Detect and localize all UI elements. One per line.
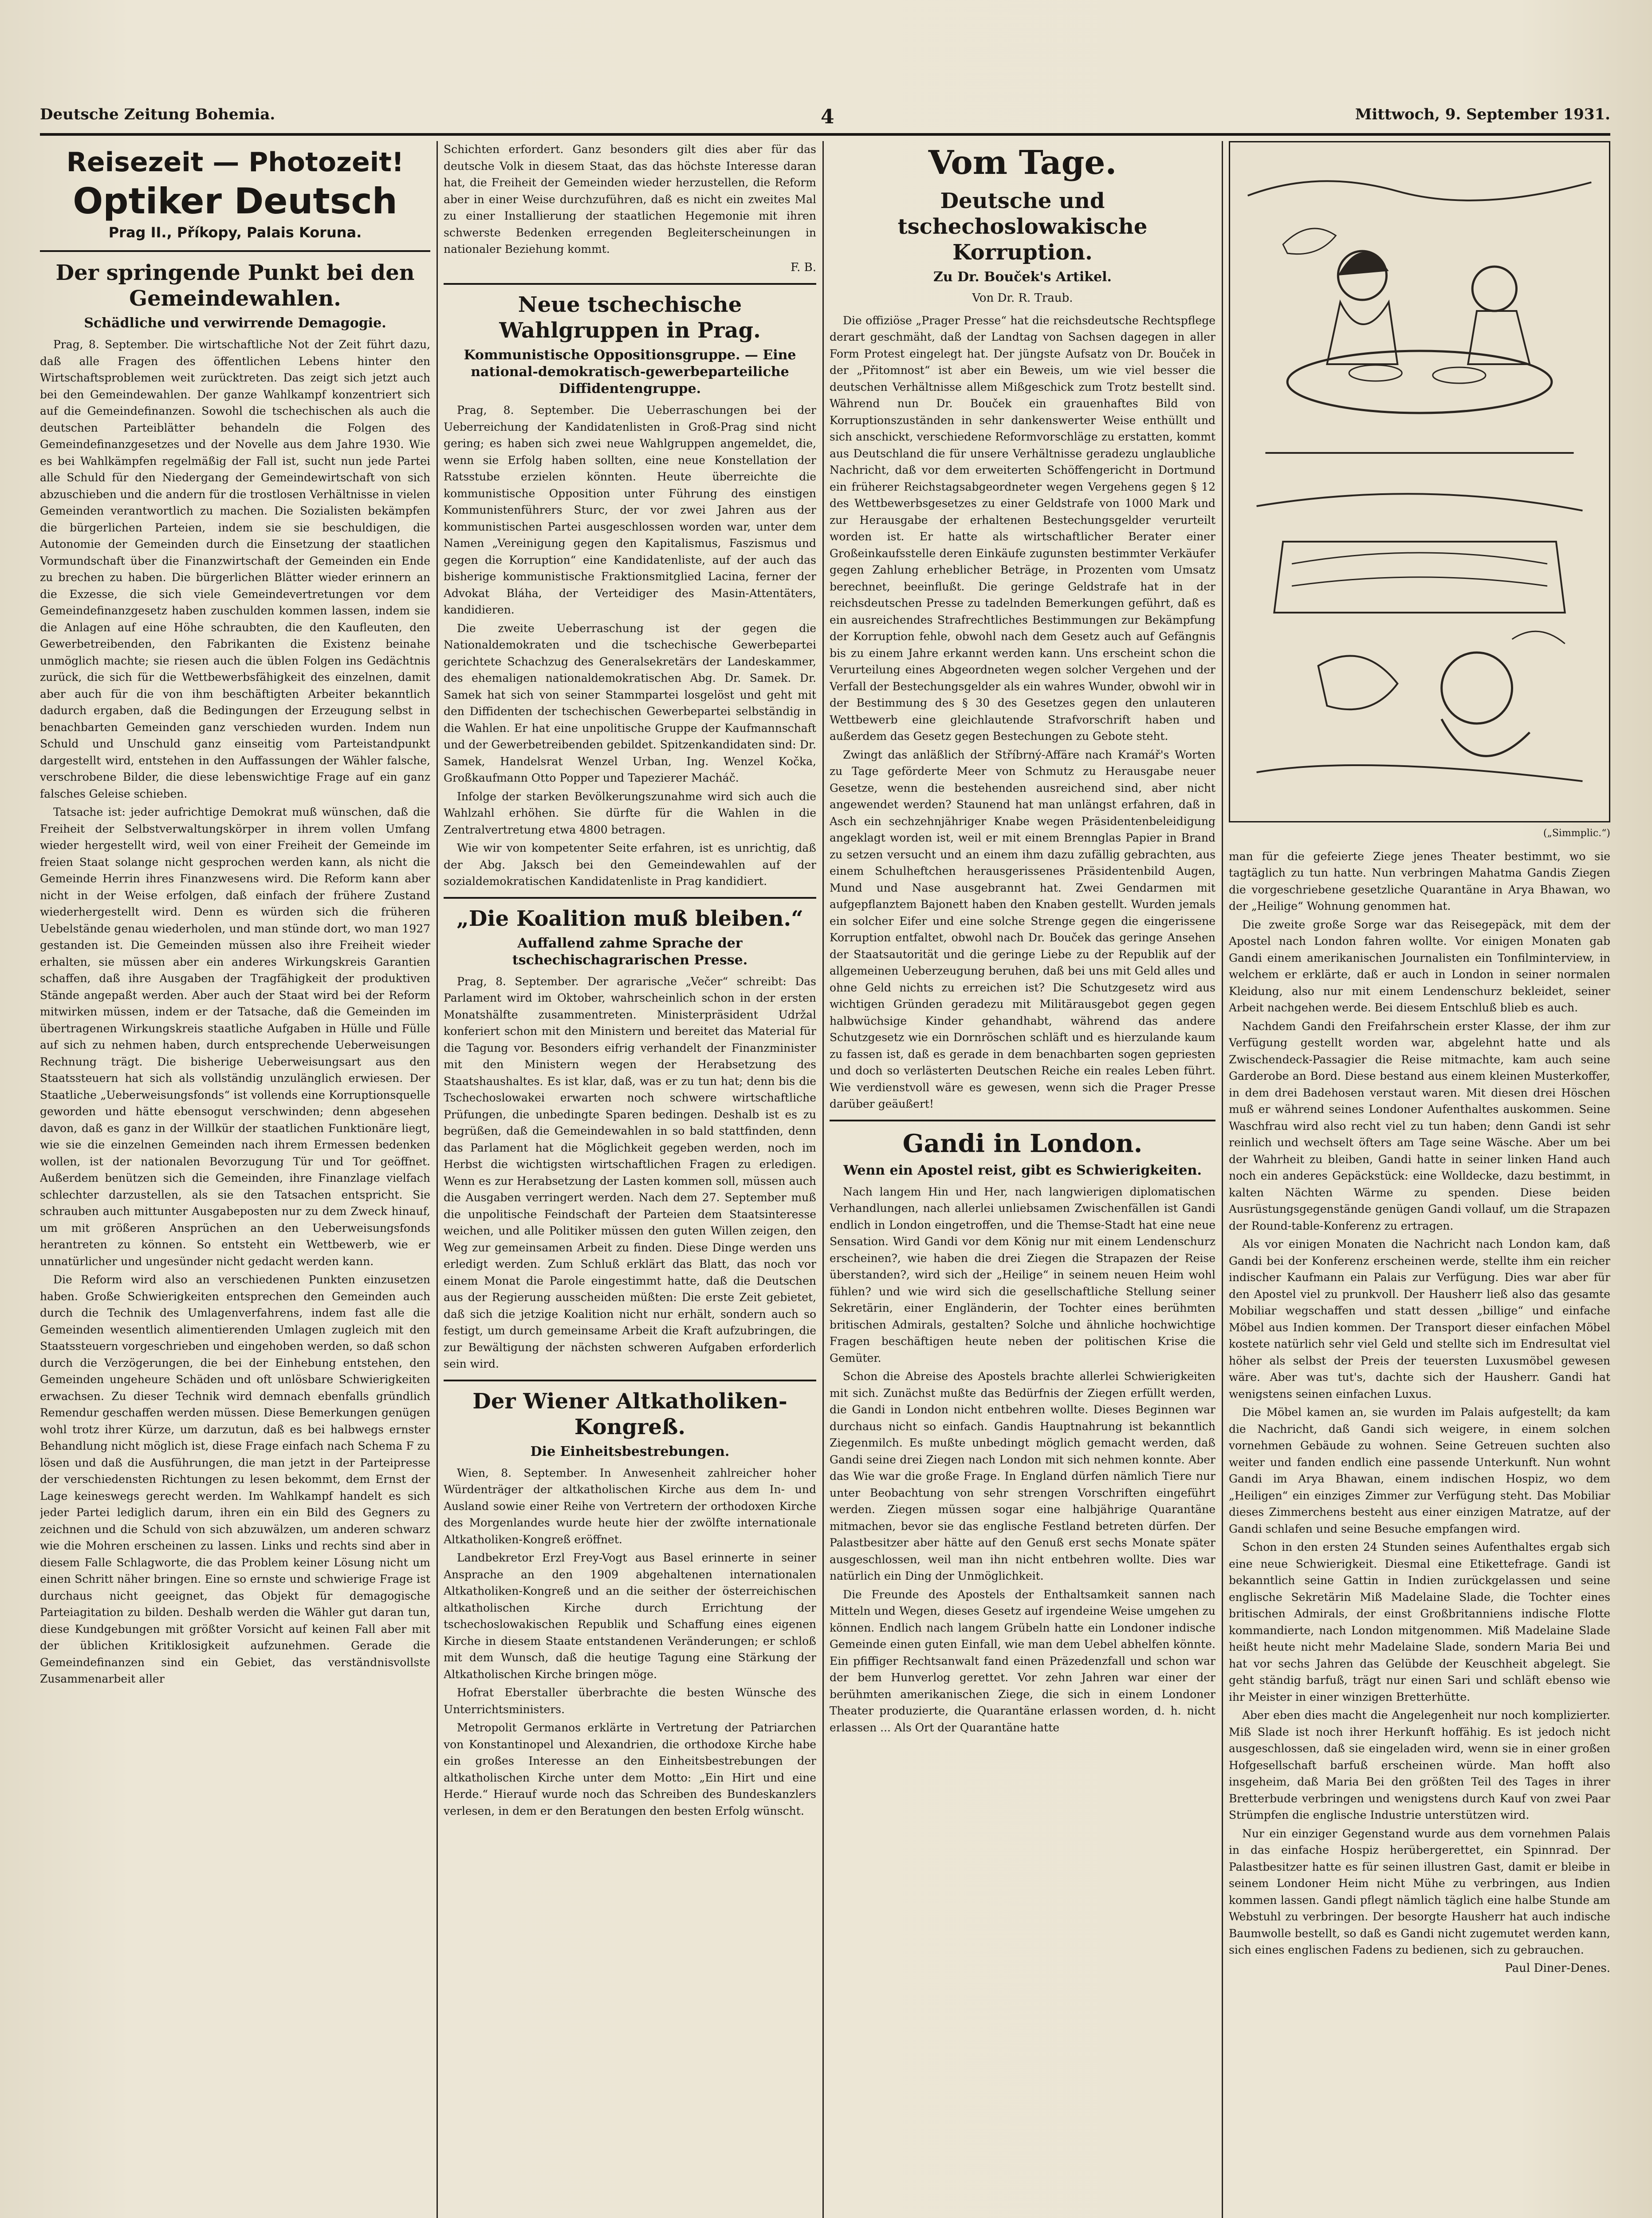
- ad-address: Prag II., Příkopy, Palais Koruna.: [108, 224, 362, 241]
- article-subheadline: Die Einheitsbestrebungen.: [530, 1443, 730, 1459]
- article-headline: Der Wiener Altkatholiken-Kongreß.: [472, 1388, 787, 1439]
- column-4: [1229, 141, 1610, 2218]
- article-separator: [444, 897, 816, 899]
- masthead-page-number: 4: [821, 106, 834, 128]
- article-paragraph: Als vor einigen Monaten die Nachricht nach London kam, daß Gandi bei der Konferenz erscheinen werde, stellte ihm ein reicher indischer Kaufmann ein Palais zur Verfügung. Dies war aber für den Apostel viel zu prunkvoll. Der Hausherr ließ also das gesamte Mobiliar wegschaffen und statt dessen „billige“ und einfache Möbel aus Indien kommen. Der Transport dieser einfachen Möbel kostete natürlich sehr viel Geld und stellte sich im Endresultat viel höher als selbst der Preis der teuersten Luxusmöbel gewesen wäre. Aber was tut's, dachte sich der Hausherr. Gandi hat wenigstens seinen einfachen Luxus.: [1229, 1238, 1610, 1400]
- article-separator: [830, 1120, 1215, 1121]
- column-divider: [822, 141, 824, 2218]
- article-paragraph: Die Reform wird also an verschiedenen Punkten einzusetzen haben. Große Schwierigkeiten entsprechen den Gemeinden auch durch die Technik des Umlagenverfahrens, indem fast alle die Gemeinden wesentlich alimentierenden Umlagen zugleich mit den Staatssteuern vorgeschrieben und eingehoben werden, so daß schon durch die Verzögerungen, die bei der Einhebung entstehen, den Gemeinden ungeheure Schäden und oft unlösbare Schwierigkeiten erwachsen. Zu dieser Technik wird demnach ebenfalls gründlich Remendur geschaffen werden müssen. Diese Bemerkungen genügen wohl trotz ihrer Kürze, um darzutun, daß es bei halbwegs ernster Behandlung nicht möglich ist, diese Frage einfach nach Schema F zu lösen und daß die Ausführungen, die man jetzt in der Parteipresse der verschiedensten Richtungen zu lesen bekommt, dem Ernst der Lage keineswegs gerecht werden. Im Wahlkampf handelt es sich jeder Partei lediglich darum, ihren ein ein Bild des Gegners zu zeichnen und die Schuld von sich abzuwälzen, um anderen schwarz wie die Mohren erscheinen zu lassen. Links und rechts sind aber in diesem Falle Schlagworte, die das Problem keiner Lösung nicht um einen Schritt näher bringen. Eine so ernste und schwierige Frage ist durchaus nicht geeignet, das Objekt für demagogische Parteiagitation zu bilden. Deshalb werden die Wähler gut daran tun, diese Kundgebungen mit größter Vorsicht auf keinen Fall aber mit der üblichen Kritiklosigkeit aufzunehmen. Gerade die Gemeindefinanzen sind ein Gebiet, das verständnisvollste Zusammenarbeit aller: [40, 1273, 430, 1685]
- masthead-paper-name: Deutsche Zeitung Bohemia.: [40, 106, 275, 123]
- ad-slogan: Reisezeit — Photozeit!: [66, 147, 404, 178]
- article-paragraph: Die Freunde des Apostels der Enthaltsamkeit sannen nach Mitteln und Wegen, dieses Gesetz auf irgendeine Weise umgehen zu können. Endlich nach langem Grübeln hatte ein Londoner indische Gemeinde einen guten Einfall, wie man dem Uebel abhelfen könnte. Ein pfiffiger Rechtsanwalt fand einen Präzedenzfall und schon war der bem Hunverlog gerettet. Vor zehn Jahren war einer der berühmten amerikanischen Ziege, die sich in einem Londoner Theater produzierte, die Quarantäne erlassen worden, d. h. nicht erlassen ... Als Ort der Quarantäne hatte: [830, 1588, 1215, 1734]
- article-headline: „Die Koalition muß bleiben.“: [456, 906, 803, 931]
- article-headline: Der springende Punkt bei den Gemeindewahlen.: [55, 260, 415, 311]
- article-separator: [444, 283, 816, 285]
- article-paragraph: Hofrat Eberstaller überbrachte die besten Wünsche des Unterrichtsministers.: [444, 1686, 816, 1716]
- article-paragraph: man für die gefeierte Ziege jenes Theater bestimmt, wo sie tagtäglich zu tun hatte. Nun verbringen Mahatma Gandis Ziegen die vorgeschriebene gesetzliche Quarantäne in Arya Bhawan, wo der „Heilige“ Wohnung genommen hat.: [1229, 849, 1610, 912]
- column-2: [444, 141, 816, 2218]
- article-paragraph: Prag, 8. September. Die wirtschaftliche Not der Zeit führt dazu, daß alle Fragen des öffentlichen Lebens hinter den Wirtschaftsproblemen weit zurücktreten. Das zeigt sich jetzt auch bei den Gemeindewahlen. Der ganze Wahlkampf konzentriert sich auf die Gemeindefinanzen. Sowohl die tschechischen als auch die deutschen Parteiblätter behandeln die Folgen des Gemeindefinanzgesetzes und der Novelle aus dem Jahre 1930. Wie es bei Wahlkämpfen regelmäßig der Fall ist, sucht nun jede Partei alle Schuld für den Niedergang der Gemeindewirtschaft von sich abzuschieben und die andern für die trostlosen Verhältnisse in vielen Gemeinden verantwortlich zu machen. Die Sozialisten bekämpfen die bürgerlichen Parteien, indem sie sie beschuldigen, die Autonomie der Gemeinden durch die Einsetzung der staatlichen Vormundschaft über die Finanzwirtschaft der Gemeinden ein Ende zu brechen zu haben. Die bürgerlichen Blätter wieder erinnern an die Exzesse, die sich viele Gemeindevertretungen vor dem Gemeindefinanzgesetz haben zuschulden kommen lassen, indem sie die Anlagen auf eine Höhe schraubten, die den Kaufleuten, den Gewerbetreibenden, den Fabrikanten die Existenz beinahe unmöglich machte; sie riesen auch die üblen Folgen ins Gedächtnis zurück, die sich für die Wettbewerbsfähigkeit des einzelnen, damit aber auch für die von ihm beschäftigten Arbeiter bekanntlich dadurch ergaben, daß die Bedingungen der Erzeugung selbst in benachbarten Gemeinden ganz verschieden wurden. Indem nun Schuld und Unschuld ganz einseitig vom Parteistandpunkt dargestellt wird, entstehen in den Auffassungen der Wähler falsche, verschrobene Bilder, die diese lebenswichtige Frage auf ein ganz falsches Geleise schieben.: [40, 338, 430, 800]
- article-paragraph: Wie wir von kompetenter Seite erfahren, ist es unrichtig, daß der Abg. Jaksch bei den Gemeindewahlen auf der sozialdemokratischen Kandidatenliste in Prag kandidiert.: [444, 842, 816, 888]
- article-separator: [444, 1380, 816, 1381]
- article-paragraph: Nach langem Hin und Her, nach langwierigen diplomatischen Verhandlungen, nach allerlei unliebsamen Zwischenfällen ist Gandi endlich in London eingetroffen, und die Themse-Stadt hat eine neue Sensation. Wird Gandi vor dem König nur mit einem Lendenschurz erscheinen?, wie haben die drei Ziegen die Strapazen der Reise überstanden?, wird sich der „Heilige“ in seinem neuen Heim wohl fühlen? und wie wird sich die gesellschaftliche Stellung seiner Sekretärin, einer Engländerin, der Tochter eines berühmten britischen Admirals, gestalten? Solche und ähnliche hochwichtige Fragen beschäftigen heute neben der politischen Krise die Gemüter.: [830, 1185, 1215, 1365]
- ad-company-name: Optiker Deutsch: [73, 181, 397, 222]
- article-paragraph: Schon in den ersten 24 Stunden seines Aufenthaltes ergab sich eine neue Schwierigkeit. Diesmal eine Etikettefrage. Gandi ist bekanntlich seine Gattin in Indien zurückgelassen und seine englische Sekretärin Miß Madelaine Slade, die Tochter eines britischen Admirals, der einst Großbritanniens indische Flotte kommandierte, nach London mitgenommen. Miß Madelaine Slade heißt heute nicht mehr Madelaine Slade, sondern Maria Bei und hat vor sechs Jahren das Gelübde der Keuschheit abgelegt. Sie geht ständig barfuß, trägt nur einen Sari und schläft ebenso wie ihr Meister in einer winzigen Bretterhütte.: [1229, 1541, 1610, 1703]
- masthead-rule: [40, 133, 1610, 136]
- article-paragraph: Die zweite große Sorge war das Reisegepäck, mit dem der Apostel nach London fahren wollte. Vor einigen Monaten gab Gandi einem amerikanischen Journalisten ein Tonfilminterview, in welchem er erklärte, daß er auch in London in seiner normalen Kleidung, also nur mit einem Lendenschurz bekleidet, seiner Arbeit nachgehen werde. Bei diesem Entschluß blieb es auch.: [1229, 918, 1610, 1014]
- article-paragraph: Nachdem Gandi den Freifahrschein erster Klasse, der ihm zur Verfügung gestellt worden war, abgelehnt hatte und als Zwischendeck-Passagier die Reise mitmachte, kam auch seine Garderobe an Bord. Diese bestand aus einem kleinen Musterkoffer, in dem drei Badehosen verstaut waren. Mit diesen drei Höschen muß er während seines Londoner Aufenthaltes auskommen. Seine Waschfrau wird also recht viel zu tun haben; denn Gandi ist sehr reinlich und wechselt öfters am Tage seine Wäsche. Aber um bei der Wahrheit zu bleiben, Gandi hatte in seiner linken Hand auch noch ein anderes Gepäckstück: eine Wolldecke, dazu bestimmt, in kalten Nächten Wärme zu spenden. Diese beiden Ausrüstungsgegenstände genügen Gandi vollauf, um die Strapazen der Round-table-Konferenz zu ertragen.: [1229, 1019, 1610, 1232]
- article-headline: Neue tschechische Wahlgruppen in Prag.: [499, 292, 761, 343]
- column-divider: [437, 141, 438, 2218]
- article-paragraph: Schon die Abreise des Apostels brachte allerlei Schwierigkeiten mit sich. Zunächst mußte das Bedürfnis der Ziegen erfüllt werden, die Gandi in London nicht entbehren wollte. Dieses Beginnen war durchaus nicht so einfach. Gandis Hauptnahrung ist bekanntlich Ziegenmilch. Es mußte unbedingt möglich gemacht werden, daß Gandi seine drei Ziegen nach London mit sich nehmen konnte. Aber das Wie war die große Frage. In England dürfen nämlich Tiere nur unter Beobachtung von sehr strengen Vorschriften eingeführt werden. Ziegen müssen sogar eine halbjährige Quarantäne mitmachen, bevor sie das englische Festland betreten dürfen. Der Palastbesitzer aber hätte auf den Genuß erst sechs Monate später ausgeschlossen, weil man ihn nicht entbehren wollte. Dies war natürlich ein Ding der Unmöglichkeit.: [830, 1370, 1215, 1582]
- column-1: [40, 141, 430, 2218]
- article-byline: Von Dr. R. Traub.: [972, 291, 1073, 305]
- article-paragraph: Aber eben dies macht die Angelegenheit nur noch komplizierter. Miß Slade ist noch ihrer Herkunft hoffähig. Es ist jedoch nicht ausgeschlossen, daß sie eingeladen wird, wenn sie in einer großen Hofgesellschaft barfuß erscheinen würde. Man hofft also insgeheim, daß Maria Bei den größten Teil des Tages in ihrer Bretterbude verbringen und wenigstens durch Kauf von zwei Paar Strümpfen die englische Industrie unterstützen wird.: [1229, 1709, 1610, 1821]
- article-headline: Deutsche und tschechoslowakische Korruption.: [897, 189, 1148, 265]
- article-subheadline: Kommunistische Oppositionsgruppe. — Eine national-demokratisch-gewerbeparteiliche Diffidentengruppe.: [464, 347, 796, 397]
- article-paragraph: Landbekretor Erzl Frey-Vogt aus Basel erinnerte in seiner Ansprache an den 1909 abgehaltenen internationalen Altkatholiken-Kongreß und an die seither der österreichischen altkatholischen Kirche durch Errichtung der tschechoslowakischen Republik und Schaffung eines eigenen Kirche in diesem Staate entstandenen Veränderungen; er schloß mit dem Wunsch, daß die heutige Tagung eine Stärkung der Altkatholischen Kirche bringen möge.: [444, 1551, 816, 1681]
- article-signature: Paul Diner-Denes.: [1505, 1961, 1610, 1975]
- article-headline: Gandi in London.: [902, 1129, 1143, 1158]
- article-subheadline: Zu Dr. Bouček's Artikel.: [933, 269, 1112, 285]
- column-divider: [1222, 141, 1223, 2218]
- article-paragraph: Tatsache ist: jeder aufrichtige Demokrat muß wünschen, daß die Freiheit der Selbstverwaltungskörper in ihrem vollen Umfang wieder hergestellt wird, weil von einer Freiheit der Gemeinde im freien Staat solange nicht gesprochen werden kann, als nicht die Gemeinde Herrin ihres Finanzwesens wird. Die Reform kann aber nicht in der Weise erfolgen, daß einfach der frühere Zustand wiederhergestellt wird. Denn es würden sich die früheren Uebelstände genau wiederholen, und man stünde dort, wo man 1927 gestanden ist. Die Gemeinden müssen also ihre Freiheit wieder erhalten, sie müssen aber ein anderes Wirkungskreis Garantien schaffen, daß ihre Ausgaben der Tragfähigkeit der produktiven Stände angepaßt werden. Aber auch der Staat wird bei der Reform mitwirken müssen, indem er der Tatsache, daß die Gemeinden im übertragenen Wirkungskreis staatliche Aufgaben in Hülle und Fülle auf sich zu nehmen haben, durch entsprechende Ueberweisungen Rechnung trägt. Die bisherige Ueberweisungsart aus den Staatssteuern hat sich als vollständig unzulänglich erwiesen. Der Staatliche „Ueberweisungsfonds“ ist vollends eine Korruptionsquelle geworden und hätte ebensogut verschwinden; denn abgesehen davon, daß es ganz in der Willkür der staatlichen Funktionäre liegt, wie sie die einzelnen Gemeinden nach ihrem Ermessen bedenken wollen, ist der nationalen Bevorzugung Tür und Tor geöffnet. Außerdem benützen sich die Gemeinden, ihre Finanzlage vielfach schlechter darzustellen, als sie den Tatsachen entspricht. Sie schrauben auch mittunter Ausgabeposten nur zu dem Zweck hinauf, um mit größeren Ansprüchen an den Ueberweisungsfonds herantreten zu können. So entsteht ein Wettbewerb, wie er unnatürlicher und ungesünder nicht gedacht werden kann.: [40, 806, 430, 1268]
- article-paragraph: Infolge der starken Bevölkerungszunahme wird sich auch die Wahlzahl erhöhen. Sie dürfte für die Wahlen in die Zentralvertretung etwa 4800 betragen.: [444, 790, 816, 836]
- optician-advertisement: [40, 141, 430, 252]
- masthead: [40, 106, 1610, 132]
- masthead-date: Mittwoch, 9. September 1931.: [1355, 106, 1610, 123]
- article-paragraph: Die offiziöse „Prager Presse“ hat die reichsdeutsche Rechtspflege derart geschmäht, daß der Landtag von Sachsen dagegen in aller Form Protest eingelegt hat. Der jüngste Aufsatz von Dr. Bouček in der „Přitomnost“ ist aber ein Beweis, um wie viel besser die deutschen Verhältnisse allem Mißgeschick zum Trotz bestellt sind. Während nun Dr. Bouček ein grauenhaftes Bild von Korruptionszuständen in sehr dankenswerter Weise enthüllt und sich anschickt, verschiedene Reformvorschläge zu erstatten, kommt aus Deutschland die für unsere Verhältnisse geradezu unglaubliche Nachricht, daß vor dem erweiterten Schöffengericht in Dortmund ein früherer Reichstagsabgeordneter wegen Vergehens gegen § 12 des Wettbewerbsgesetzes zu einer Geldstrafe von 1000 Mark und zur Herausgabe der erhaltenen Bestechungsgelder verurteilt worden ist. Er hatte als wirtschaftlicher Berater einer Großeinkaufsstelle deren Einkäufe zugunsten bestimmter Verkäufer gegen Zahlung erheblicher Beträge, in Prozenten vom Umsatz berechnet, beeinflußt. Die geringe Geldstrafe hat in der reichsdeutschen Presse zu tadelnden Bemerkungen geführt, daß es ein ausreichendes Strafrechtliches Bestimmungen zur Bekämpfung der Korruption fehle, obwohl nach dem Gesetz auch auf Gefängnis bis zu einem Jahre erkannt werden kann. Uns erscheint schon die Verurteilung eines Abgeordneten wegen solcher Vergehen und der Verfall der Bestechungsgelder als ein wahres Wunder, obwohl wir in der Bestimmung des § 30 des Gesetzes gegen den unlauteren Wettbewerb eine gleichlautende Strafvorschrift haben und außerdem das Gesetz gegen Bestechungen zu Gebote steht.: [830, 314, 1215, 743]
- article-paragraph: Schichten erfordert. Ganz besonders gilt dies aber für das deutsche Volk in diesem Staat, das das höchste Interesse daran hat, die Freiheit der Gemeinden wieder herzustellen, die Reform aber in einer Weise durchzuführen, daß es nicht ein zweites Mal zu einer Installierung der staatlichen Hegemonie mit ihren schwerste Bedenken erregenden Begleiterscheinungen in nationaler Beziehung kommt.: [444, 143, 816, 256]
- cartoon-illustration: [1229, 141, 1610, 822]
- article-paragraph: Zwingt das anläßlich der Stříbrný-Affäre nach Kramář's Worten zu Tage geförderte Meer von Schmutz zu Herausgabe neuer Gesetze, wenn die bestehenden ausreichend sind, aber nicht angewendet werden? Staunend hat man unlängst erfahren, daß in Asch ein sechzehnjähriger Knabe wegen Präsidentenbeleidigung angeklagt worden ist, weil er mit einem Brennglas Papier in Brand zu setzen versucht und an einem ihm dazu zufällig gebrachten, aus einem Schulheftchen herausgerissenes Präsidentenbild Augen, Mund und Nase ausgebrannt hat. Zwei Gendarmen mit aufgepflanztem Bajonett haben den Knaben gestellt. Wurden jemals ein solcher Eifer und eine solche Strenge gegen die eingerissene Korruption entfaltet, obwohl nach Dr. Bouček das geringe Ansehen der Staatsautorität und die geringe Liebe zu der Republik auf der allgemeinen Ueberzeugung beruhen, daß bei uns mit Geld alles und ohne Geld nichts zu erreichen ist? Die Schutzgesetz wird aus wichtigen Gründen geradezu mit Militärausgebot gegen gegen halbwüchsige Kinder gehandhabt, während das andere Schutzgesetz wie ein Dornröschen schläft und es hierzulande kaum zu fassen ist, daß es gerade in dem benachbarten sogen gepriesten und doch so verlästerten Deutschen Reiche ein reales Leben führt. Wie verdienstvoll wäre es gewesen, wenn sich die Prager Presse darüber geäußert!: [830, 748, 1215, 1110]
- article-paragraph: Nur ein einziger Gegenstand wurde aus dem vornehmen Palais in das einfache Hospiz herübergerettet, ein Spinnrad. Der Palastbesitzer hatte es für seinen illustren Gast, damit er bleibe in seinem Londoner Heim nicht Mühe zu verbringen, aus Indien kommen lassen. Gandi pflegt nämlich täglich eine halbe Stunde am Webstuhl zu verbringen. Der besorgte Hausherr hat auch indische Baumwolle bestellt, so daß es Gandi nicht zugemutet werden kann, sich eines englischen Fadens zu bedienen, sich zu gebrauchen.: [1229, 1827, 1610, 1956]
- column-3: [830, 141, 1215, 2218]
- article-paragraph: Die Möbel kamen an, sie wurden im Palais aufgestellt; da kam die Nachricht, daß Gandi sich weigere, in einem solchen vornehmen Gebäude zu wohnen. Seine Getreuen suchten also weiter und fanden endlich eine passende Unterkunft. Nun wohnt Gandi im Arya Bhawan, einem indischen Hospiz, wo dem „Heiligen“ ein einziges Zimmer zur Verfügung steht. Das Mobiliar dieses Zimmerchens besteht aus einer einzigen Matratze, auf der Gandi schlafen und seine Besuche empfangen wird.: [1229, 1406, 1610, 1535]
- cartoon-drawing-icon: [1230, 142, 1609, 821]
- article-subheadline: Auffallend zahme Sprache der tschechischagrarischen Presse.: [512, 935, 748, 968]
- article-paragraph: Prag, 8. September. Der agrarische „Večer“ schreibt: Das Parlament wird im Oktober, wahrscheinlich schon in der ersten Monatshälfte zusammentreten. Ministerpräsident Udržal konferiert schon mit den Ministern und bereitet das Material für die Tagung vor. Besonders eifrig verhandelt der Finanzminister mit den Ministern wegen der Herabsetzung des Staatshaushaltes. Es ist klar, daß, was er zu tun hat; denn bis die Tschechoslowakei erwarten noch schwere wirtschaftliche Prüfungen, die unbedingte Sparen bedingen. Deshalb ist es zu begrüßen, daß die Gemeindewahlen in so bald stattfinden, denn das Parlament hat die Möglichkeit gegeben werden, noch im Herbst die wichtigsten wirtschaftlichen Fragen zu erledigen. Wenn es zur Herabsetzung der Lasten kommen soll, müssen auch die Ausgaben verringert werden. Nach dem 27. September muß die unpolitische Feindschaft der Parteien dem Staatsinteresse weichen, und alle Politiker müssen den guten Willen zeigen, den Weg zur gemeinsamen Arbeit zu finden. Diese Dinge werden uns erledigt werden. Zum Schluß erklärt das Blatt, das noch vor einem Monat die Parole eingestimmt hatte, daß die Deutschen aus der Regierung ausscheiden müßten: Die erste Zeit gebietet, daß sich die jetzige Koalition nicht nur erhält, sondern auch so festigt, um durch gemeinsame Arbeit die Kraft aufzubringen, die zur Bewältigung der nächsten schweren Aufgaben erforderlich sein wird.: [444, 975, 816, 1370]
- article-paragraph: Metropolit Germanos erklärte in Vertretung der Patriarchen von Konstantinopel und Alexandrien, die orthodoxe Kirche habe ein großes Interesse an den Einheitsbestrebungen der altkatholischen Kirche unter dem Motto: „Ein Hirt und eine Herde.“ Hierauf wurde noch das Schreiben des Bundeskanzlers verlesen, in dem er den Beratungen den besten Erfolg wünscht.: [444, 1721, 816, 1817]
- article-subheadline: Wenn ein Apostel reist, gibt es Schwierigkeiten.: [843, 1162, 1202, 1178]
- article-paragraph: Prag, 8. September. Die Ueberraschungen bei der Ueberreichung der Kandidatenlisten in Groß-Prag sind nicht gering; es haben sich zwei neue Wahlgruppen angemeldet, die, wenn sie Erfolg haben sollten, eine neue Konstellation der Ratsstube erzielen könnten. Heute überreichte die kommunistische Opposition unter Führung des einstigen Kommunistenführers Sturc, der vor zwei Jahren aus der kommunistischen Partei ausgeschlossen worden war, unter dem Namen „Vereinigung gegen den Kapitalismus, Faszismus und gegen die Korruption“ eine Kandidatenliste, auf der auch das bisherige kommunistische Fraktionsmitglied Lacina, ferner der Advokat Bláha, der Verteidiger des Masin-Attentäters, kandidieren.: [444, 404, 816, 616]
- section-title: Vom Tage.: [928, 144, 1117, 182]
- article-paragraph: Die zweite Ueberraschung ist der gegen die Nationaldemokraten und die tschechische Gewerbepartei gerichtete Schachzug des Generalsekretärs der Landeskammer, des ehemaligen nationaldemokratischen Abg. Dr. Samek. Dr. Samek hat sich von seiner Stammpartei losgelöst und geht mit den Diffidenten der tschechischen Gewerbepartei selbständig in die Wahlen. Er hat eine unpolitische Gruppe der Kaufmannschaft und der Gewerbetreibenden gebildet. Spitzenkandidaten sind: Dr. Samek, Handelsrat Wenzel Urban, Ing. Wenzel Kočka, Großkaufmann Otto Popper und Tapezierer Macháč.: [444, 621, 816, 784]
- cartoon-caption: („Simmplic.“): [1543, 828, 1610, 839]
- article-signature: F. B.: [791, 260, 816, 274]
- article-subheadline: Schädliche und verwirrende Demagogie.: [84, 315, 386, 331]
- article-paragraph: Wien, 8. September. In Anwesenheit zahlreicher hoher Würdenträger der altkatholischen Kirche aus dem In- und Ausland sowie einer Reihe von Vertretern der orthodoxen Kirche des Morgenlandes wurde heute hier der zwölfte internationale Altkatholiken-Kongreß eröffnet.: [444, 1466, 816, 1546]
